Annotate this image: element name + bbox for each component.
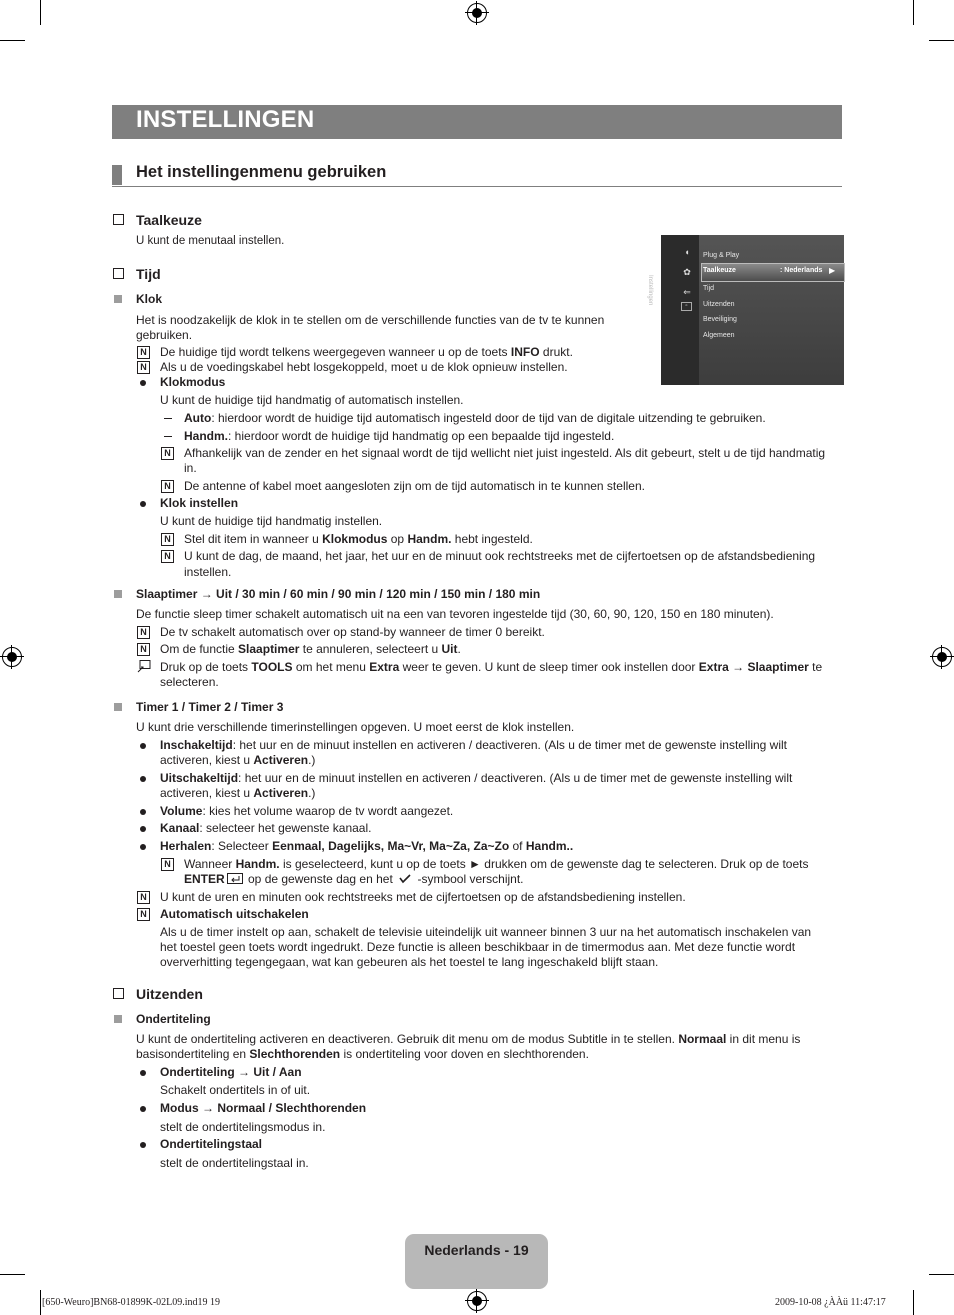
timer-kanaal: Kanaal: selecteer het gewenste kanaal.: [160, 821, 372, 835]
chapter-header: [112, 105, 842, 139]
ondertiteling-desc-1: U kunt de ondertiteling activeren en deactiveren. Gebruik dit menu om de modus Subtitle in te stellen. Normaal in dit menu is: [136, 1032, 801, 1046]
klokinstellen-desc: U kunt de huidige tijd handmatig instellen.: [160, 514, 383, 528]
checkbox-bullet-icon: [113, 988, 124, 999]
osd-selected-value: : Nederlands: [780, 267, 823, 274]
crop-mark: [40, 0, 41, 25]
footer-timestamp: 2009-10-08 ¿ÀÀü 11:47:17: [775, 1297, 886, 1308]
bullet-dot: [140, 809, 146, 815]
square-bullet-icon: [114, 295, 122, 303]
timer-volume: Volume: kies het volume waarop de tv wordt aangezet.: [160, 804, 454, 818]
crop-mark: [0, 40, 25, 41]
page-number-tab: [405, 1234, 548, 1289]
klokinstellen-note-1: Stel dit item in wanneer u Klokmodus op Handm. hebt ingesteld.: [184, 532, 533, 546]
slaaptimer-tools-1: Druk op de toets TOOLS om het menu Extra weer te geven. U kunt de sleep timer ook instellen door Extra → Slaaptimer te: [160, 660, 823, 674]
bullet-dot: [140, 380, 146, 386]
automatisch-uitschakelen-1: Als u de timer instelt op aan, schakelt de televisie uiteindelijk uit wanneer binnen 3 uur na het automatisch inschakelen van: [160, 925, 812, 939]
crop-mark: [913, 1290, 914, 1315]
note-icon: N: [161, 480, 174, 493]
note-icon: N: [137, 643, 150, 656]
footer-file-info: [650-Weuro]BN68-01899K-02L09.ind19 19: [42, 1297, 221, 1308]
checkbox-bullet-icon: [113, 214, 124, 225]
crop-mark: [929, 40, 954, 41]
bullet-dot: [140, 501, 146, 507]
registration-mark-icon: [467, 3, 487, 23]
slaaptimer-desc: De functie sleep timer schakelt automatisch uit na een van tevoren ingestelde tijd (30, 60, 90, 120, 150 en 180 minuten).: [136, 607, 774, 621]
timer-inschakeltijd-2: activeren, kiest u Activeren.): [160, 753, 316, 767]
square-bullet-icon: [114, 1015, 122, 1023]
note-icon: N: [137, 891, 150, 904]
heading-ondertiteling: Ondertiteling: [136, 1012, 211, 1026]
osd-menu-screenshot: [647, 235, 844, 385]
dash-bullet: [164, 436, 172, 437]
tools-icon: [137, 660, 151, 673]
heading-modus: Modus → Normaal / Slechthorenden: [160, 1101, 367, 1115]
page-number: Nederlands - 19: [424, 1242, 529, 1258]
klokinstellen-note-2b: instellen.: [184, 565, 232, 579]
osd-item-uitzenden: Uitzenden: [703, 301, 735, 308]
klok-desc-2: gebruiken.: [136, 328, 193, 342]
automatisch-uitschakelen-3: oververhitting tegengegaan, wat kan gebeuren als het toestel te lang ingeschakeld blijft staan.: [160, 955, 659, 969]
osd-input-icon: ⇐: [683, 287, 691, 297]
klokmodus-desc: U kunt de huidige tijd handmatig of automatisch instellen.: [160, 393, 464, 407]
note-icon: N: [137, 361, 150, 374]
crop-mark: [0, 1274, 25, 1275]
registration-mark-icon: [932, 647, 952, 667]
timer-uitschakeltijd-1: Uitschakeltijd: het uur en de minuut instellen en activeren / deactiveren. (Als u de timer met de gewenste instelling wilt: [160, 771, 793, 785]
note-icon: N: [161, 533, 174, 546]
registration-mark-icon: [467, 1291, 487, 1311]
slaaptimer-tools-2: selecteren.: [160, 675, 219, 689]
registration-mark-icon: [2, 647, 22, 667]
bullet-dot: [140, 1106, 146, 1112]
heading-ondertiteling-uit-aan: Ondertiteling → Uit / Aan: [160, 1065, 302, 1079]
osd-sidebar: [647, 235, 699, 385]
klok-desc-1: Het is noodzakelijk de klok in te stellen om de verschillende functies van de tv te kunnen: [136, 313, 605, 327]
note-icon: N: [137, 908, 150, 921]
bullet-dot: [140, 776, 146, 782]
modus-desc: stelt de ondertitelingsmodus in.: [160, 1120, 326, 1134]
note-icon: N: [161, 550, 174, 563]
osd-arrow-right-icon: ▶: [829, 266, 836, 275]
klokinstellen-note-2a: U kunt de dag, de maand, het jaar, het uur en de minuut ook rechtstreeks met de cijfertoetsen op de afstandsbediening: [184, 549, 816, 563]
taalkeuze-desc: U kunt de menutaal instellen.: [136, 235, 285, 247]
square-bullet-icon: [114, 703, 122, 711]
note-icon: N: [161, 447, 174, 460]
osd-support-icon: ▫: [681, 302, 692, 311]
automatisch-uitschakelen-2: het toestel geen toets wordt ingedrukt. Deze functie is alleen beschikbaar in de timermodus aan. Met deze functie wordt: [160, 940, 796, 954]
klokmodus-note-1b: in.: [184, 461, 197, 475]
heading-klok: Klok: [136, 292, 163, 306]
slaaptimer-note-2: Om de functie Slaaptimer te annuleren, selecteert u Uit.: [160, 642, 461, 656]
square-bullet-icon: [114, 590, 122, 598]
bullet-dot: [140, 826, 146, 832]
heading-timer: Timer 1 / Timer 2 / Timer 3: [136, 700, 284, 714]
heading-klok-instellen: Klok instellen: [160, 496, 239, 510]
ondertitelingstaal-desc: stelt de ondertitelingstaal in.: [160, 1156, 309, 1170]
klokmodus-auto: Auto: hierdoor wordt de huidige tijd automatisch ingesteld door de tijd van de digitale uitzending te gebruiken.: [184, 411, 766, 425]
klokmodus-handm: Handm.: hierdoor wordt de huidige tijd handmatig op een bepaalde tijd ingesteld.: [184, 429, 615, 443]
timer-uitschakeltijd-2: activeren, kiest u Activeren.): [160, 786, 316, 800]
timer-herhalen-note-2: ENTER op de gewenste dag en het -symbool verschijnt.: [184, 872, 524, 886]
heading-klokmodus: Klokmodus: [160, 375, 226, 389]
timer-desc: U kunt drie verschillende timerinstellingen opgeven. U moet eerst de klok instellen.: [136, 720, 575, 734]
bullet-dot: [140, 743, 146, 749]
bullet-dot: [140, 844, 146, 850]
heading-uitzenden: Uitzenden: [136, 986, 203, 1002]
crop-mark: [929, 1274, 954, 1275]
ondertiteling-desc-2: basisondertiteling en Slechthorenden is ondertiteling voor doven en slechthorenden.: [136, 1047, 589, 1061]
section-title: Het instellingenmenu gebruiken: [136, 163, 387, 181]
heading-taalkeuze: Taalkeuze: [136, 212, 202, 228]
dash-bullet: [164, 418, 172, 419]
klokmodus-note-1a: Afhankelijk van de zender en het signaal wordt de tijd wellicht niet juist ingesteld. Als dit gebeurt, stelt u de tijd handmatig: [184, 446, 826, 460]
osd-picture-icon: ◖: [684, 247, 690, 257]
timer-herhalen: Herhalen: Selecteer Eenmaal, Dagelijks, Ma~Vr, Ma~Za, Za~Zo of Handm..: [160, 839, 574, 853]
checkmark-icon: [398, 873, 412, 884]
klok-note-2: Als u de voedingskabel hebt losgekoppeld, moet u de klok opnieuw instellen.: [160, 360, 568, 374]
ondertiteling-uit-aan-desc: Schakelt ondertitels in of uit.: [160, 1083, 311, 1097]
timer-note-minuten: U kunt de uren en minuten ook rechtstreeks met de cijfertoetsen op de afstandsbediening instellen.: [160, 890, 686, 904]
osd-item-taalkeuze: Taalkeuze: [703, 267, 736, 274]
note-icon: N: [161, 858, 174, 871]
section-divider: [112, 186, 842, 187]
timer-inschakeltijd-1: Inschakeltijd: het uur en de minuut instellen en activeren / deactiveren. (Als u de timer met de gewenste instelling wilt: [160, 738, 787, 752]
checkbox-bullet-icon: [113, 268, 124, 279]
section-marker: [112, 165, 122, 185]
osd-item-algemeen: Algemeen: [703, 332, 735, 339]
heading-slaaptimer: Slaaptimer → Uit / 30 min / 60 min / 90 min / 120 min / 150 min / 180 min: [136, 587, 541, 601]
bullet-dot: [140, 1070, 146, 1076]
osd-item-plug-play: Plug & Play: [703, 252, 740, 259]
slaaptimer-note-1: De tv schakelt automatisch over op stand-by wanneer de timer 0 bereikt.: [160, 625, 545, 639]
crop-mark: [40, 1290, 41, 1315]
heading-ondertitelingstaal: Ondertitelingstaal: [160, 1137, 263, 1151]
note-icon: N: [137, 346, 150, 359]
crop-mark: [913, 0, 914, 25]
chapter-title: INSTELLINGEN: [136, 106, 315, 133]
note-icon: N: [137, 626, 150, 639]
osd-setup-icon: ✿: [683, 267, 691, 277]
osd-vertical-label: Instellingen: [647, 275, 653, 306]
klokmodus-note-2: De antenne of kabel moet aangesloten zijn om de tijd automatisch in te kunnen stellen.: [184, 479, 645, 493]
heading-tijd: Tijd: [136, 266, 161, 282]
heading-automatisch-uitschakelen: Automatisch uitschakelen: [160, 907, 309, 921]
enter-icon: [227, 873, 243, 884]
klok-note-1: De huidige tijd wordt telkens weergegeven wanneer u op de toets INFO drukt.: [160, 345, 573, 359]
bullet-dot: [140, 1142, 146, 1148]
osd-item-tijd: Tijd: [703, 285, 715, 292]
osd-item-beveiliging: Beveiliging: [703, 316, 737, 323]
timer-herhalen-note-1: Wanneer Handm. is geselecteerd, kunt u op de toets ► drukken om de gewenste dag te selecteren. Druk op de toets: [184, 857, 809, 871]
